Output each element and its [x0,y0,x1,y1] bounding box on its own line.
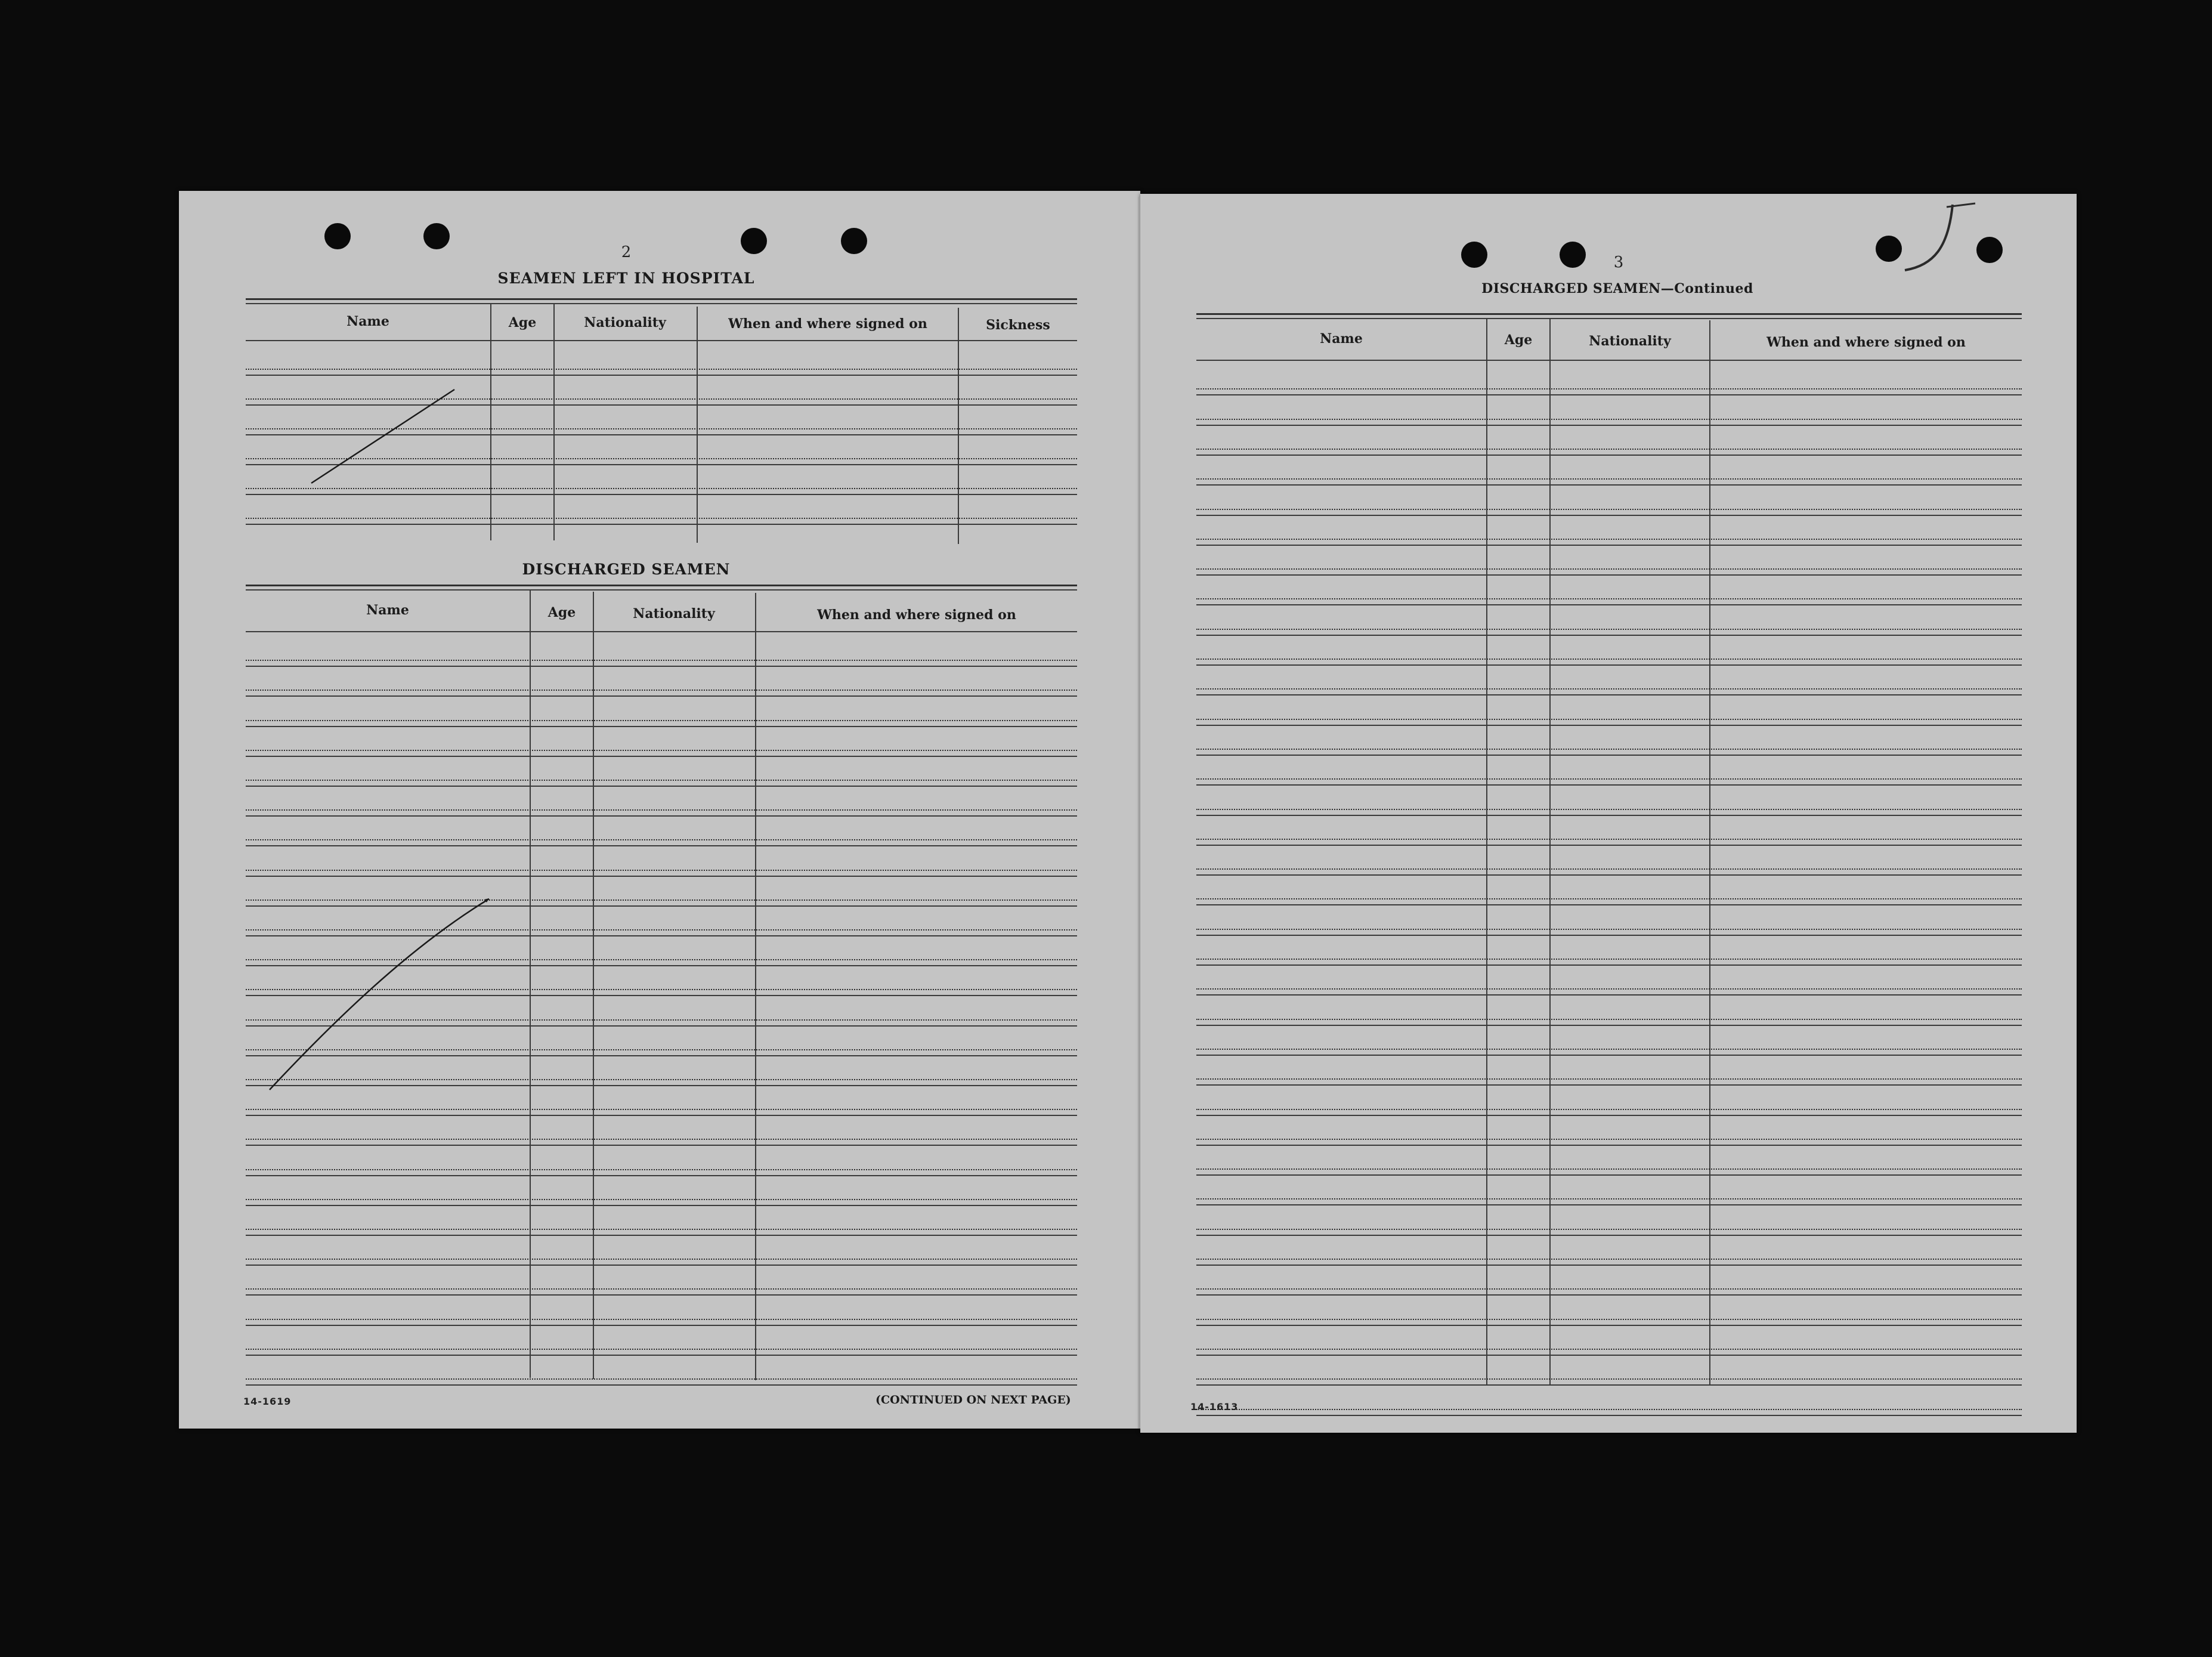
left-form-page [179,191,1140,1429]
pen-stroke [270,899,489,1090]
form-code: 14-1613 [1190,1401,1239,1412]
discharged-continued-section-title: DISCHARGED SEAMEN—Continued [1481,281,1753,296]
column-header-nationality: Nationality [633,606,715,622]
hospital-section-title: SEAMEN LEFT IN HOSPITAL [497,270,755,287]
pen-stroke [1905,205,1953,270]
column-header-nationality: Nationality [584,315,666,330]
column-header-age: Age [547,605,576,620]
column-header-name: Name [1320,331,1363,347]
page-number: 3 [1613,254,1624,271]
pen-stroke [1947,203,1975,207]
column-header-sickness: Sickness [986,317,1050,333]
page-number: 2 [621,243,632,261]
column-header-age: Age [508,315,537,330]
right-form-page [1140,194,2077,1433]
continued-note: (CONTINUED ON NEXT PAGE) [875,1393,1071,1406]
column-header-name: Name [366,602,409,618]
pen-strokes [1140,194,2077,1433]
discharged-section-title: DISCHARGED SEAMEN [522,561,731,578]
column-header-when-where-signed-on: When and where signed on [817,607,1016,623]
column-header-when-where-signed-on: When and where signed on [1766,335,1966,350]
pen-stroke [311,389,454,483]
column-header-name: Name [347,314,389,329]
column-header-nationality: Nationality [1589,333,1671,349]
form-code: 14-1619 [243,1396,292,1407]
pen-strokes [179,191,1140,1429]
column-header-age: Age [1504,332,1533,348]
column-header-when-where-signed-on: When and where signed on [728,316,927,332]
